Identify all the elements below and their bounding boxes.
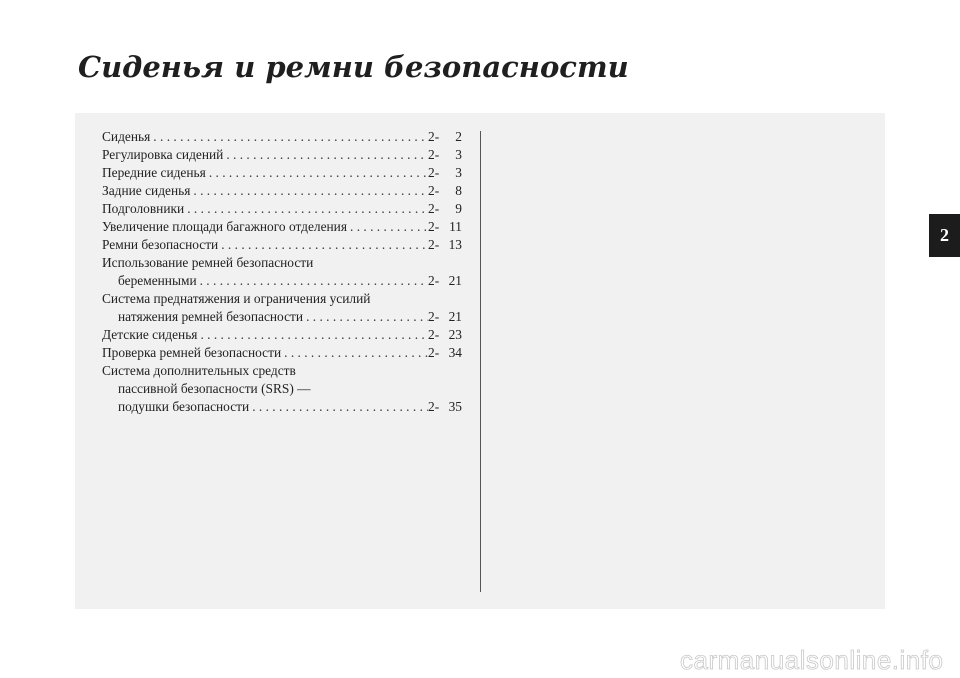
toc-entry-title: Подголовники	[102, 201, 185, 216]
toc-chapter-prefix: 2-	[428, 237, 440, 252]
toc-entry[interactable]	[102, 200, 462, 218]
toc-line	[102, 200, 462, 218]
toc-line	[102, 164, 462, 182]
toc-page-number: 21	[448, 273, 462, 288]
toc-line	[102, 290, 462, 308]
toc-entry[interactable]	[102, 146, 462, 164]
toc-entry-title: беременными	[118, 273, 197, 288]
toc-line	[102, 398, 462, 416]
column-divider	[480, 131, 481, 592]
toc-entry-title: Сиденья	[102, 129, 151, 144]
toc-page-number: 35	[448, 399, 462, 414]
toc-entry-title: Увеличение площади багажного отделения	[102, 219, 348, 234]
toc-page-number: 13	[448, 237, 462, 252]
toc-page-number: 2	[455, 129, 462, 144]
toc-chapter-prefix: 2-	[428, 345, 440, 360]
toc-line	[102, 182, 462, 200]
toc-line	[102, 128, 462, 146]
toc-chapter-prefix: 2-	[428, 219, 440, 234]
toc-chapter-prefix: 2-	[428, 165, 440, 180]
chapter-tab[interactable]: 2	[929, 214, 960, 257]
toc-chapter-prefix: 2-	[428, 147, 440, 162]
toc-entry-title: Проверка ремней безопасности	[102, 345, 282, 360]
toc-line	[102, 344, 462, 362]
toc-line	[102, 380, 462, 398]
toc-line	[102, 326, 462, 344]
toc-entry-title: Использование ремней безопасности	[102, 255, 314, 270]
toc-page-number: 3	[455, 165, 462, 180]
dot-leader	[281, 344, 428, 362]
dot-leader	[150, 128, 428, 146]
toc-entry[interactable]	[102, 182, 462, 200]
toc-entry-title: Задние сиденья	[102, 183, 191, 198]
dot-leader	[249, 398, 428, 416]
dot-leader	[184, 200, 428, 218]
toc-line	[102, 236, 462, 254]
toc-page-number: 3	[455, 147, 462, 162]
toc-chapter-prefix: 2-	[428, 309, 440, 324]
toc-chapter-prefix: 2-	[428, 327, 440, 342]
dot-leader	[218, 236, 428, 254]
toc-entry[interactable]	[102, 344, 462, 362]
toc-line	[102, 362, 462, 380]
toc-entry-title: Ремни безопасности	[102, 237, 219, 252]
toc-page-number: 23	[448, 327, 462, 342]
toc-entry[interactable]	[102, 236, 462, 254]
toc-entry-title: Система дополнительных средств	[102, 363, 296, 378]
toc-entry[interactable]	[102, 290, 462, 326]
dot-leader	[206, 164, 428, 182]
toc-page-number: 34	[448, 345, 462, 360]
toc-page-number: 11	[449, 219, 462, 234]
dot-leader	[190, 182, 428, 200]
toc-chapter-prefix: 2-	[428, 201, 440, 216]
toc-chapter-prefix: 2-	[428, 399, 440, 414]
toc-line	[102, 218, 462, 236]
dot-leader	[223, 146, 428, 164]
toc-entry[interactable]	[102, 218, 462, 236]
toc-entry[interactable]	[102, 326, 462, 344]
table-of-contents	[102, 128, 462, 416]
toc-chapter-prefix: 2-	[428, 273, 440, 288]
toc-page-number: 9	[455, 201, 462, 216]
dot-leader	[197, 272, 428, 290]
toc-entry[interactable]	[102, 362, 462, 416]
toc-entry-title: Передние сиденья	[102, 165, 206, 180]
toc-entry[interactable]	[102, 254, 462, 290]
toc-page-number: 21	[448, 309, 462, 324]
toc-line	[102, 254, 462, 272]
toc-entry-title: Детские сиденья	[102, 327, 198, 342]
chapter-title: Сиденья и ремни безопасности	[78, 50, 629, 84]
toc-line	[102, 272, 462, 290]
toc-entry-title: Система преднатяжения и ограничения усилий	[102, 291, 371, 306]
toc-entry[interactable]	[102, 128, 462, 146]
dot-leader	[197, 326, 428, 344]
dot-leader	[303, 308, 428, 326]
toc-entry-title: пассивной безопасности (SRS) —	[118, 381, 311, 396]
watermark: carmanualsonline.info	[680, 645, 944, 675]
toc-entry-title: Регулировка сидений	[102, 147, 224, 162]
toc-line	[102, 146, 462, 164]
dot-leader	[347, 218, 428, 236]
toc-chapter-prefix: 2-	[428, 129, 440, 144]
toc-entry-title: натяжения ремней безопасности	[118, 309, 304, 324]
toc-entry-title: подушки безопасности	[118, 399, 250, 414]
toc-chapter-prefix: 2-	[428, 183, 440, 198]
toc-page-number: 8	[455, 183, 462, 198]
toc-line	[102, 308, 462, 326]
toc-entry[interactable]	[102, 164, 462, 182]
